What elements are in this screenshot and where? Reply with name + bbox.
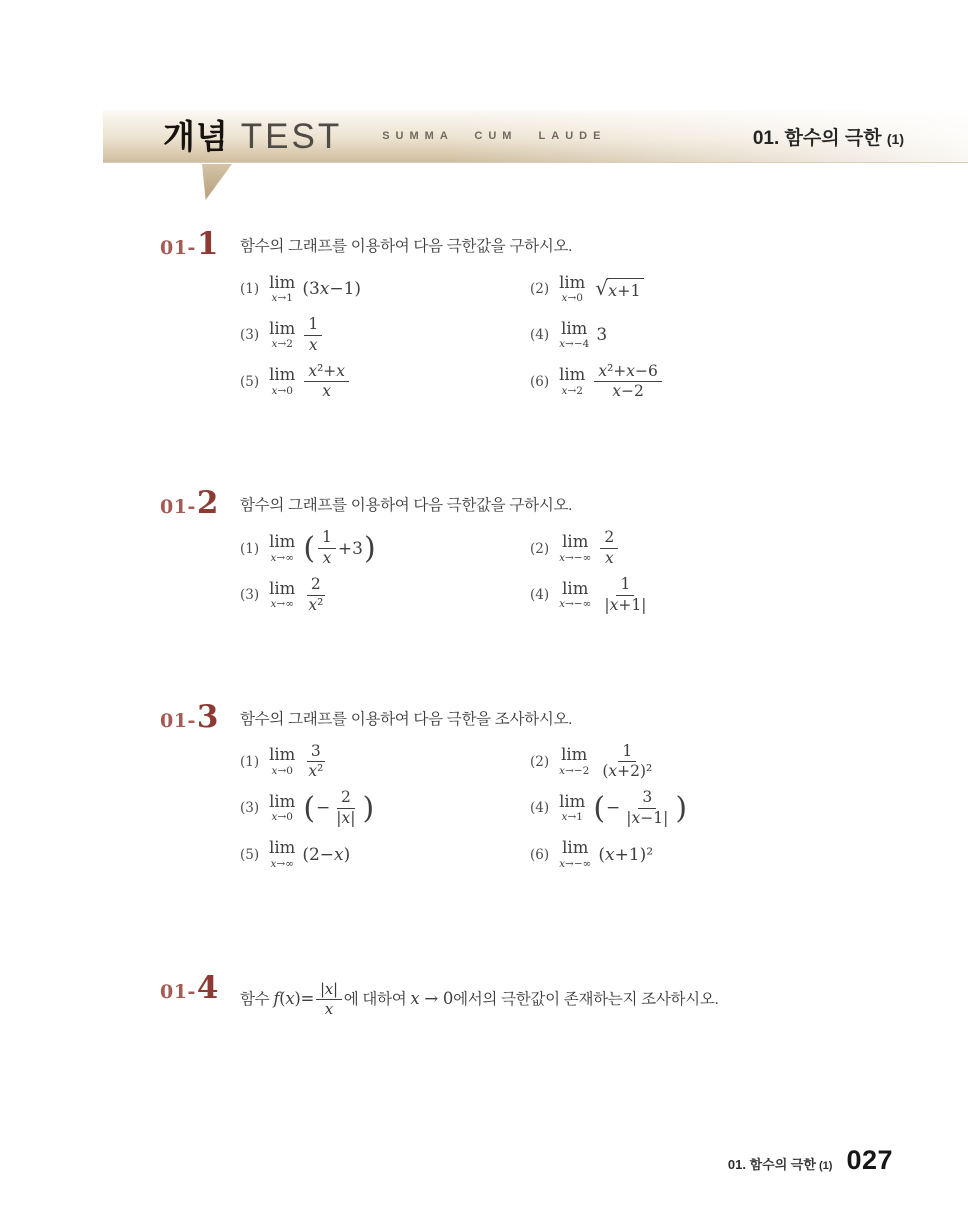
footer-chapter: 01. 함수의 극한 <box>727 1157 816 1172</box>
problem-item <box>530 270 910 308</box>
math-text: 3 <box>596 325 608 346</box>
item-label: (4) <box>530 327 550 344</box>
problem-items <box>240 529 910 614</box>
problem-items <box>240 270 910 401</box>
problem-item <box>530 316 910 355</box>
problem <box>160 969 910 1019</box>
problem-id-number: 3 <box>196 698 219 735</box>
problem-id-number: 2 <box>196 485 219 522</box>
math-text: (2−x) <box>302 844 351 865</box>
logo-korean: 개념 <box>163 116 229 156</box>
problem-item <box>240 576 530 615</box>
problem-body <box>240 233 910 401</box>
limit-operator: lim x→0 <box>559 272 586 304</box>
problem-item <box>530 789 910 828</box>
problem-id-prefix: 01- <box>160 709 196 732</box>
math-text: +3 <box>337 538 363 559</box>
problem-item <box>240 270 530 308</box>
math-text: − <box>316 798 331 819</box>
item-label: (3) <box>240 800 260 817</box>
limit-operator: lim x→0 <box>269 745 296 777</box>
math-expression <box>267 840 350 869</box>
item-label: (6) <box>530 846 550 863</box>
problem-id-prefix: 01- <box>160 237 196 259</box>
problem-body <box>240 492 910 614</box>
limit-operator: lim x→−∞ <box>559 578 592 611</box>
korean-text: 함수 <box>240 990 274 1008</box>
problems-list <box>160 226 910 1018</box>
problem-item <box>240 743 530 782</box>
problem-item <box>530 363 910 402</box>
page-header <box>0 110 968 205</box>
item-label: (4) <box>530 587 550 604</box>
problem <box>160 698 910 874</box>
math-text: (x+1)² <box>598 844 654 865</box>
problem-item <box>530 743 910 782</box>
square-root: √ x+1 <box>595 278 643 300</box>
limit-operator: lim x→∞ <box>269 578 296 611</box>
chapter-title-text: 01. 함수의 극한 <box>752 127 882 149</box>
fraction: $\frac{1}{x}$ <box>318 529 336 568</box>
item-label: (5) <box>240 373 260 390</box>
problem-item <box>240 363 530 402</box>
problem-id-prefix: 01- <box>160 496 196 519</box>
math-expression <box>557 272 644 304</box>
problem <box>160 226 910 401</box>
problem-id-prefix: 01- <box>160 980 196 1003</box>
math-expression <box>267 316 324 355</box>
item-label: (3) <box>240 587 260 604</box>
chapter-part: (1) <box>886 130 904 147</box>
problem-instruction: 함수의 그래프를 이용하여 다음 극한값을 구하시오. <box>240 497 573 515</box>
math-expression <box>557 789 688 828</box>
math-expression <box>267 743 329 782</box>
fraction: $\frac{1}{\text{(x+2)²}}$ <box>602 741 653 781</box>
problem-instruction: 함수의 그래프를 이용하여 다음 극한을 조사하시오. <box>240 710 573 728</box>
fraction: $\frac{1}{|x+1|}$ <box>604 574 647 614</box>
fraction: $\frac{2}{\text{x²}}$ <box>308 574 324 614</box>
item-label: (1) <box>240 753 260 770</box>
math-text: − <box>606 798 621 819</box>
problem-instruction: 함수의 그래프를 이용하여 다음 극한값을 구하시오. <box>240 238 573 255</box>
problem-item <box>530 529 910 568</box>
fraction: $\frac{2}{x}$ <box>600 529 618 568</box>
fraction: $\frac{3}{\text{x²}}$ <box>308 741 324 781</box>
item-label: (1) <box>240 281 260 297</box>
math-expression <box>267 576 329 615</box>
open-paren: ( <box>303 790 316 826</box>
open-paren: ( <box>593 790 606 826</box>
math-expression <box>557 363 664 402</box>
problem-id-number: 4 <box>196 969 219 1006</box>
limit-operator: lim x→∞ <box>269 838 296 870</box>
math-expression <box>267 789 375 828</box>
limit-operator: lim x→−∞ <box>559 838 592 870</box>
problem-body <box>240 706 910 874</box>
problem-item <box>240 789 530 828</box>
item-label: (4) <box>530 800 550 817</box>
limit-operator: lim x→2 <box>559 365 586 397</box>
problem-id <box>160 970 240 1006</box>
limit-operator: lim x→−4 <box>559 318 590 351</box>
fraction: $\frac{3}{|x-1|}$ <box>626 788 669 827</box>
item-label: (2) <box>530 540 550 557</box>
math-expression <box>267 272 362 304</box>
page-footer <box>728 1145 893 1176</box>
limit-operator: lim x→2 <box>269 318 296 351</box>
fraction: $\frac{1}{x}$ <box>304 316 322 355</box>
math-text: x → 0 <box>410 988 454 1008</box>
math-text: (3x−1) <box>302 279 362 299</box>
problem-item <box>530 576 910 615</box>
close-paren: ) <box>675 790 688 826</box>
math-expression <box>267 363 351 402</box>
item-label: (3) <box>240 327 260 344</box>
math-expression <box>267 529 377 568</box>
item-label: (6) <box>530 373 550 390</box>
limit-operator: lim x→0 <box>269 365 296 397</box>
problem-id <box>160 485 240 521</box>
fraction: $\frac{\text{x²+x}}{x}$ <box>304 363 349 402</box>
problem-id <box>160 226 240 262</box>
limit-operator: lim x→1 <box>269 272 296 304</box>
footer-chapter-part: (1) <box>818 1160 833 1172</box>
math-expression <box>557 318 608 351</box>
problem-id-number: 1 <box>196 226 219 262</box>
problem-item <box>240 836 530 874</box>
limit-operator: lim x→∞ <box>269 532 296 564</box>
item-label: (2) <box>530 281 550 297</box>
korean-text: 에서의 극한값이 존재하는지 조사하시오. <box>453 990 719 1008</box>
limit-operator: lim x→0 <box>269 791 296 824</box>
logo-latin: TEST <box>240 116 343 156</box>
open-paren: ( <box>303 530 316 566</box>
close-paren: ) <box>362 790 375 826</box>
limit-operator: lim x→−2 <box>559 745 590 777</box>
item-label: (5) <box>240 846 260 863</box>
problem-item <box>240 316 530 355</box>
math-expression <box>557 840 653 869</box>
problem-id <box>160 699 240 735</box>
fraction: $\frac{|x|}{x}$ <box>316 981 342 1019</box>
math-text: f(x)= <box>273 988 314 1008</box>
problem-item <box>530 836 910 874</box>
limit-operator: lim x→1 <box>559 791 586 824</box>
math-expression <box>557 576 652 615</box>
item-label: (1) <box>240 540 260 557</box>
math-expression <box>557 529 620 568</box>
problem-sentence <box>240 977 910 1019</box>
close-paren: ) <box>363 530 376 566</box>
item-label: (2) <box>530 753 550 770</box>
header-band-tail <box>202 164 232 200</box>
problem-body <box>240 977 910 1019</box>
header-tagline: SUMMA CUM LAUDE <box>382 130 607 142</box>
korean-text: 에 대하여 <box>343 990 411 1008</box>
page-number: 027 <box>846 1145 893 1175</box>
problem <box>160 485 910 614</box>
problem-item <box>240 529 530 568</box>
limit-operator: lim x→−∞ <box>559 532 592 564</box>
math-expression <box>557 743 658 782</box>
chapter-title <box>753 123 904 150</box>
fraction: $\frac{\text{x²+x−6}}{x-2}$ <box>594 363 662 402</box>
fraction: $\frac{2}{|x|}$ <box>336 788 356 827</box>
header-band <box>103 110 968 163</box>
problem-items <box>240 743 910 874</box>
